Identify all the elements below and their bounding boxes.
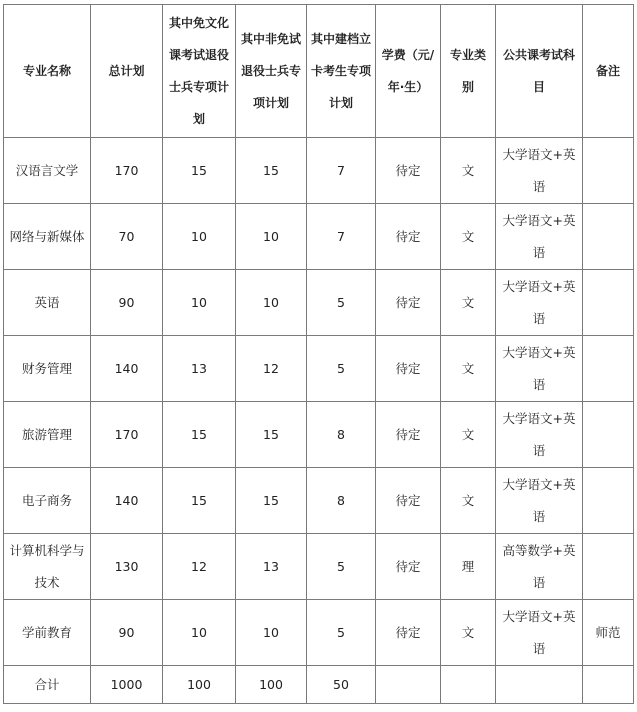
cell-exam-subjects: 大学语文+英语 (496, 270, 583, 336)
cell-remarks (583, 468, 634, 534)
cell-nonexempt-veteran-plan: 15 (236, 402, 307, 468)
cell-remarks (583, 336, 634, 402)
cell-major-category: 文 (441, 138, 496, 204)
header-poverty-plan: 其中建档立卡考生专项计划 (307, 5, 376, 138)
cell-nonexempt-veteran-plan: 15 (236, 138, 307, 204)
cell-exempt-veteran-plan: 15 (163, 468, 236, 534)
cell-total-plan: 90 (91, 600, 163, 666)
header-tuition: 学费（元/年·生） (376, 5, 441, 138)
header-nonexempt-veteran-plan: 其中非免试退役士兵专项计划 (236, 5, 307, 138)
total-remarks (583, 666, 634, 704)
cell-remarks (583, 270, 634, 336)
cell-total-plan: 170 (91, 138, 163, 204)
cell-exempt-veteran-plan: 15 (163, 138, 236, 204)
cell-total-plan: 70 (91, 204, 163, 270)
cell-remarks (583, 402, 634, 468)
header-major-category: 专业类 别 (441, 5, 496, 138)
cell-total-plan: 140 (91, 468, 163, 534)
cell-poverty-plan: 5 (307, 600, 376, 666)
table-header-row (4, 5, 634, 138)
cell-tuition: 待定 (376, 204, 441, 270)
cell-exam-subjects: 大学语文+英语 (496, 204, 583, 270)
cell-poverty-plan: 8 (307, 468, 376, 534)
cell-major-name: 旅游管理 (4, 402, 91, 468)
cell-nonexempt-veteran-plan: 10 (236, 204, 307, 270)
cell-major-category: 文 (441, 600, 496, 666)
cell-exempt-veteran-plan: 12 (163, 534, 236, 600)
cell-nonexempt-veteran-plan: 10 (236, 600, 307, 666)
cell-tuition: 待定 (376, 336, 441, 402)
table-row (4, 600, 634, 666)
cell-total-plan: 130 (91, 534, 163, 600)
cell-exam-subjects: 大学语文+英语 (496, 600, 583, 666)
cell-exam-subjects: 大学语文+英语 (496, 138, 583, 204)
cell-tuition: 待定 (376, 270, 441, 336)
header-remarks: 备注 (583, 5, 634, 138)
total-tuition (376, 666, 441, 704)
cell-major-name: 计算机科学与技术 (4, 534, 91, 600)
cell-poverty-plan: 5 (307, 534, 376, 600)
cell-exempt-veteran-plan: 10 (163, 270, 236, 336)
table-row (4, 270, 634, 336)
cell-major-category: 文 (441, 336, 496, 402)
cell-poverty-plan: 7 (307, 138, 376, 204)
cell-remarks: 师范 (583, 600, 634, 666)
cell-major-category: 文 (441, 468, 496, 534)
table-row (4, 402, 634, 468)
cell-nonexempt-veteran-plan: 13 (236, 534, 307, 600)
total-nonexempt-veteran-plan: 100 (236, 666, 307, 704)
cell-exempt-veteran-plan: 10 (163, 600, 236, 666)
cell-tuition: 待定 (376, 138, 441, 204)
header-major-name: 专业名称 (4, 5, 91, 138)
cell-total-plan: 140 (91, 336, 163, 402)
cell-exam-subjects: 大学语文+英语 (496, 402, 583, 468)
cell-poverty-plan: 7 (307, 204, 376, 270)
table-row (4, 534, 634, 600)
total-poverty-plan: 50 (307, 666, 376, 704)
cell-tuition: 待定 (376, 534, 441, 600)
cell-tuition: 待定 (376, 600, 441, 666)
cell-remarks (583, 204, 634, 270)
cell-major-name: 财务管理 (4, 336, 91, 402)
table-row (4, 204, 634, 270)
table-row (4, 138, 634, 204)
cell-major-category: 理 (441, 534, 496, 600)
cell-exam-subjects: 高等数学+英语 (496, 534, 583, 600)
cell-major-category: 文 (441, 402, 496, 468)
cell-total-plan: 90 (91, 270, 163, 336)
cell-major-name: 英语 (4, 270, 91, 336)
cell-remarks (583, 138, 634, 204)
cell-exempt-veteran-plan: 13 (163, 336, 236, 402)
cell-major-name: 汉语言文学 (4, 138, 91, 204)
header-exam-subjects: 公共课考试科目 (496, 5, 583, 138)
cell-major-category: 文 (441, 204, 496, 270)
header-total-plan: 总计划 (91, 5, 163, 138)
cell-tuition: 待定 (376, 468, 441, 534)
total-exam-subjects (496, 666, 583, 704)
cell-poverty-plan: 8 (307, 402, 376, 468)
cell-poverty-plan: 5 (307, 336, 376, 402)
cell-exempt-veteran-plan: 10 (163, 204, 236, 270)
cell-major-name: 电子商务 (4, 468, 91, 534)
cell-remarks (583, 534, 634, 600)
cell-nonexempt-veteran-plan: 15 (236, 468, 307, 534)
table-total-row (4, 666, 634, 704)
cell-major-name: 网络与新媒体 (4, 204, 91, 270)
cell-total-plan: 170 (91, 402, 163, 468)
cell-exam-subjects: 大学语文+英语 (496, 336, 583, 402)
cell-nonexempt-veteran-plan: 12 (236, 336, 307, 402)
cell-exempt-veteran-plan: 15 (163, 402, 236, 468)
cell-major-category: 文 (441, 270, 496, 336)
table-row (4, 468, 634, 534)
cell-exam-subjects: 大学语文+英语 (496, 468, 583, 534)
total-major-name: 合计 (4, 666, 91, 704)
total-major-category (441, 666, 496, 704)
enrollment-plan-table (3, 4, 634, 704)
cell-major-name: 学前教育 (4, 600, 91, 666)
table-row (4, 336, 634, 402)
cell-nonexempt-veteran-plan: 10 (236, 270, 307, 336)
total-total-plan: 1000 (91, 666, 163, 704)
cell-poverty-plan: 5 (307, 270, 376, 336)
cell-tuition: 待定 (376, 402, 441, 468)
header-exempt-veteran-plan: 其中免文化课考试退役士兵专项计划 (163, 5, 236, 138)
total-exempt-veteran-plan: 100 (163, 666, 236, 704)
